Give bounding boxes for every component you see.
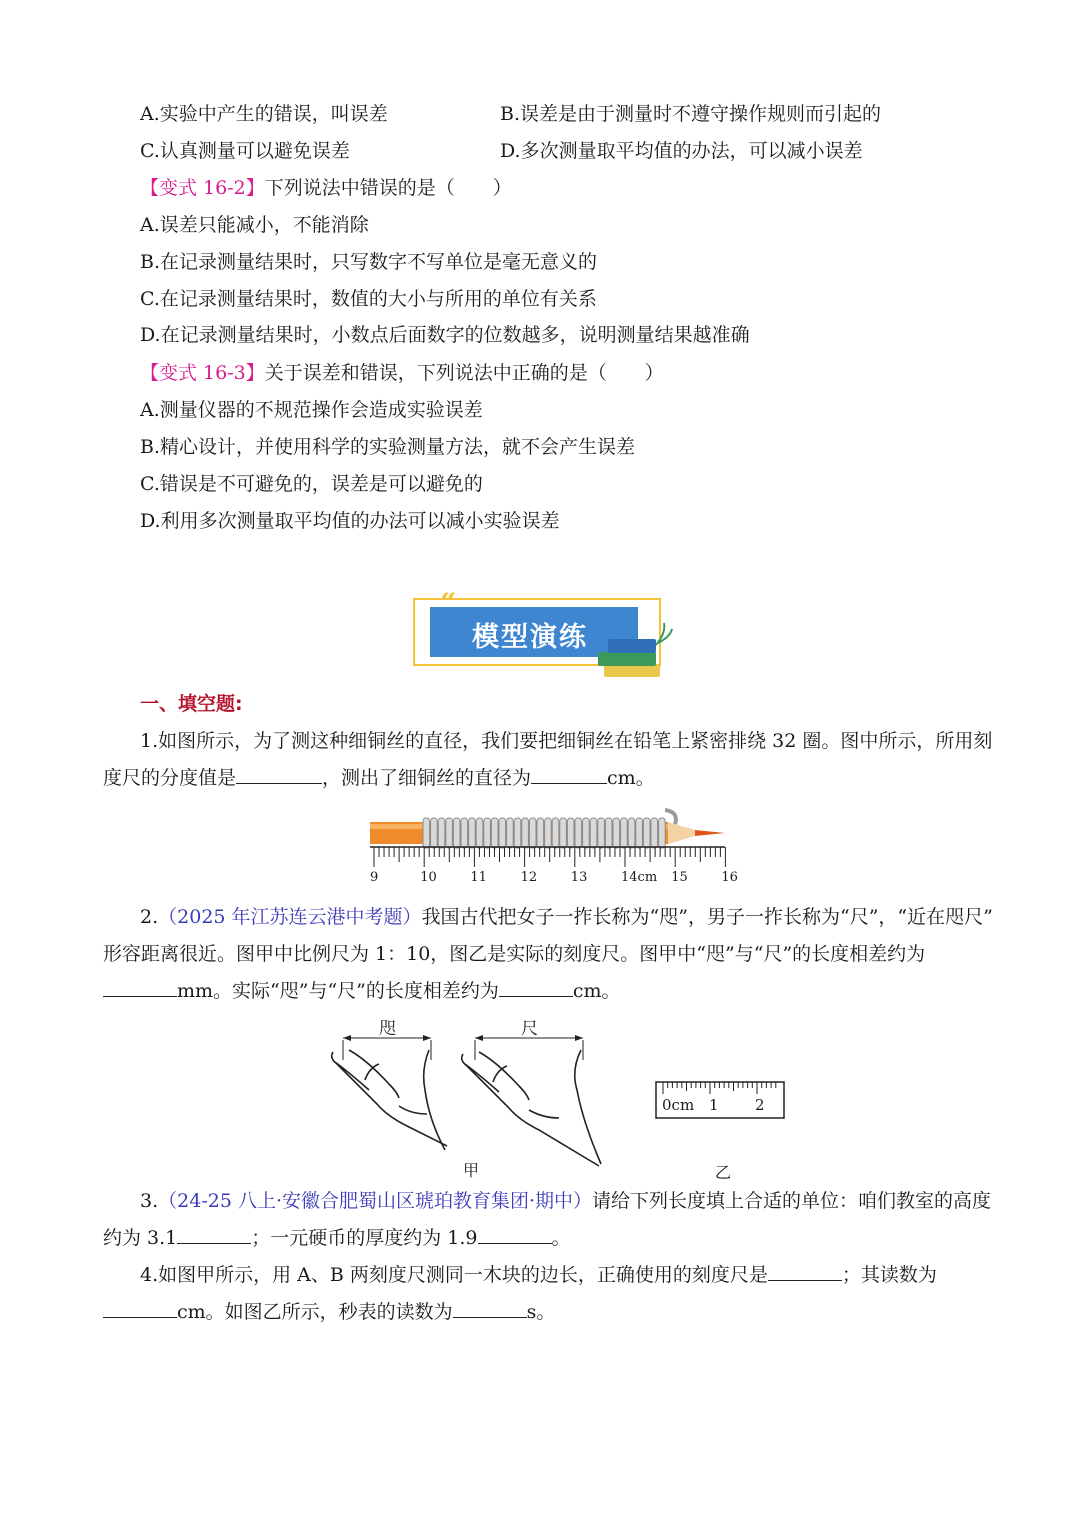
answer-blank[interactable] [531,765,607,784]
answer-blank[interactable] [103,978,177,997]
variant-16-2-stem: 【变式 16-2】下列说法中错误的是（ ） [140,177,512,199]
ruler-label: 11 [470,870,487,885]
ruler-label: 12 [520,870,538,885]
wire-turn [514,818,521,848]
fig-yi-label: 乙 [715,1163,732,1182]
answer-blank[interactable] [236,765,322,784]
ruler-label: 9 [370,870,379,885]
option-c: C.认真测量可以避免误差 [140,140,350,162]
wire-turn [438,818,445,848]
ruler-label: 1 [709,1096,719,1114]
question-source: （2025 年江苏连云港中考题） [158,906,422,928]
q4-line1: 4.如图甲所示，用 A、B 两刻度尺测同一木块的边长，正确使用的刻度尺是 ；其读数为 [140,1264,937,1286]
chi-label: 尺 [521,1019,538,1039]
wire-turn [613,818,620,848]
option-b: B.误差是由于测量时不遵守操作规则而引起的 [500,103,882,125]
wire-turn [598,818,605,848]
variant-16-2-option: A.误差只能减小，不能消除 [140,214,369,236]
wire-turn [507,818,514,848]
variant-16-2-option: C.在记录测量结果时，数值的大小与所用的单位有关系 [140,288,597,310]
q1-line1: 1.如图所示，为了测这种细铜丝的直径，我们要把细铜丝在铅笔上紧密排绕 32 圈。图中所示，所用刻 [140,730,993,752]
q4-line2: cm。如图乙所示，秒表的读数为 s。 [103,1299,555,1325]
wire-turn [461,818,468,848]
variant-16-3-option: C.错误是不可避免的，误差是可以避免的 [140,473,483,495]
wire-turn [491,818,498,848]
wire-turn [529,818,536,848]
wire-turn [537,818,544,848]
ruler-label: 15 [671,870,688,885]
copper-wire-coil [423,818,665,848]
wire-turn [522,818,529,848]
answer-blank[interactable] [177,1225,251,1244]
q3-line2: 约为 3.1 ；一元硬币的厚度约为 1.9 。 [103,1227,571,1249]
wire-turn [476,818,483,848]
wire-turn [643,818,650,848]
q3-line1: 3.（24-25 八上·安徽合肥蜀山区琥珀教育集团·期中）请给下列长度填上合适的单位：咱们教室的高度 [140,1190,992,1212]
left-hand [332,1050,447,1150]
wire-turn [621,818,628,848]
wire-turn [431,818,438,848]
variant-tag: 【变式 16-3】 [140,362,265,384]
q2-line3: mm。实际“咫”与“尺”的长度相差约为 cm。 [103,978,621,1004]
wire-turn [651,818,658,848]
wire-turn [590,818,597,848]
section-title: 一、填空题: [140,693,243,715]
wire-turn [575,818,582,848]
answer-blank[interactable] [768,1262,842,1281]
variant-16-2-option: B.在记录测量结果时，只写数字不写单位是毫无意义的 [140,251,598,273]
books-icon [604,665,660,677]
wire-turn [545,818,552,848]
ruler-label: 14cm [621,870,658,885]
answer-blank[interactable] [453,1299,527,1318]
answer-blank[interactable] [103,1299,177,1318]
q1-line2: 度尺的分度值是 ，测出了细铜丝的直径为 cm。 [103,767,655,789]
ruler-label: 13 [570,870,588,885]
ruler-label: 10 [420,870,437,885]
variant-tag: 【变式 16-2】 [140,177,265,199]
hand-span-figure [325,1010,795,1180]
variant-16-3-option: B.精心设计，并使用科学的实验测量方法，就不会产生误差 [140,436,636,458]
right-hand [462,1050,601,1166]
ruler-label: 0cm [662,1096,695,1114]
wire-turn [628,818,635,848]
pencil-ruler-figure [365,800,738,892]
q2-line1: 2.（2025 年江苏连云港中考题）我国古代把女子一拃长称为“咫”，男子一拃长称为“尺”，“近在咫尺” [140,906,993,928]
answer-blank[interactable] [478,1225,552,1244]
wire-turn [484,818,491,848]
wire-turn [567,818,574,848]
ruler-label: 2 [755,1096,765,1114]
ruler-label: 16 [721,870,738,885]
banner-title: 模型演练 [472,622,588,653]
wire-turn [499,818,506,848]
q2-line2: 形容距离很近。图甲中比例尺为 1：10，图乙是实际的刻度尺。图甲中“咫”与“尺”的长度相差约为 [103,943,926,965]
wire-turn [446,818,453,848]
model-practice-banner [412,585,674,693]
quote-icon: “ [440,587,457,620]
question-source: （24-25 八上·安徽合肥蜀山区琥珀教育集团·期中） [158,1190,593,1212]
wire-turn [560,818,567,848]
wire-turn [583,818,590,848]
wire-turn [423,818,430,848]
variant-16-3-stem: 【变式 16-3】关于误差和错误，下列说法中正确的是（ ） [140,362,664,384]
wire-turn [605,818,612,848]
wire-turn [636,818,643,848]
variant-16-3-option: D.利用多次测量取平均值的办法可以减小实验误差 [140,510,560,532]
zhi-label: 咫 [379,1019,396,1039]
variant-16-3-option: A.测量仪器的不规范操作会造成实验误差 [140,399,483,421]
wire-turn [469,818,476,848]
option-a: A.实验中产生的错误，叫误差 [140,103,388,125]
wire-turn [659,818,666,848]
wire-turn [453,818,460,848]
answer-blank[interactable] [499,978,573,997]
variant-16-2-option: D.在记录测量结果时，小数点后面数字的位数越多，说明测量结果越准确 [140,324,750,346]
fig-jia-label: 甲 [463,1161,480,1180]
option-d: D.多次测量取平均值的办法，可以减小误差 [500,140,863,162]
wire-turn [552,818,559,848]
